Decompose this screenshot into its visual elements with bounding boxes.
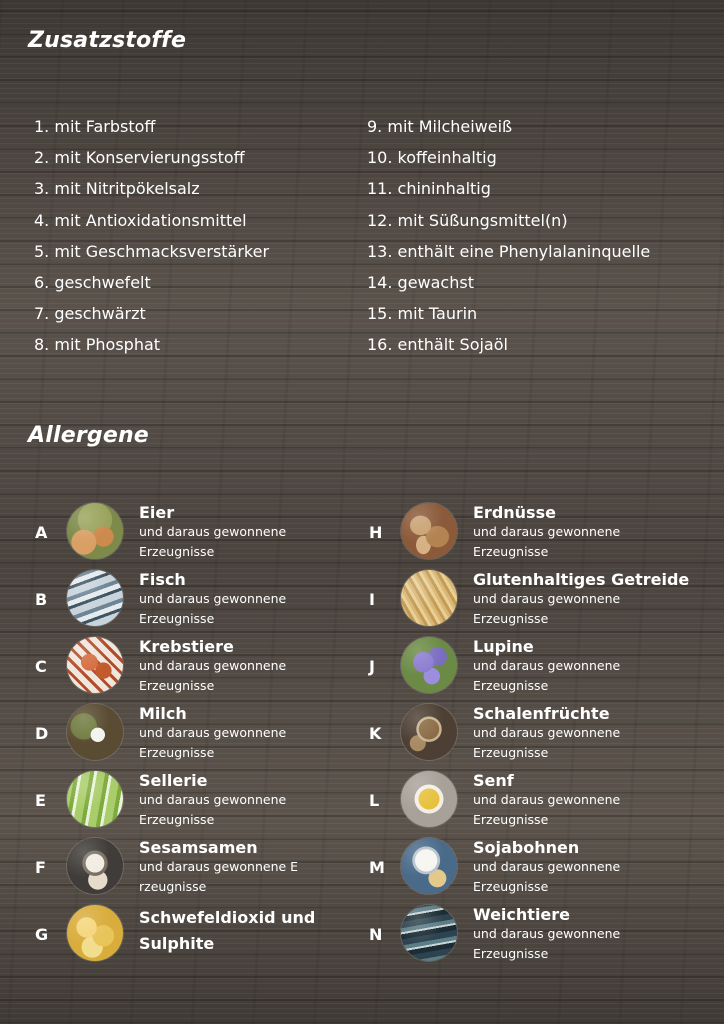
walnut-icon <box>401 704 457 760</box>
additives-list-left <box>34 115 269 365</box>
allergen-name: Sojabohnen <box>473 838 580 857</box>
allergen-letter: A <box>35 523 48 542</box>
allergen-letter: L <box>369 791 380 810</box>
allergen-name: Schalenfrüchte <box>473 704 610 723</box>
additive-item: 13. enthält eine Phenylalaninquelle <box>367 241 651 261</box>
allergen-name: Sesamsamen <box>139 838 258 857</box>
additive-item: 4. mit Antioxidationsmittel <box>34 210 247 230</box>
allergen-name: Sellerie <box>139 771 208 790</box>
additive-item: 12. mit Süßungsmittel(n) <box>367 210 568 230</box>
additive-item: 7. geschwärzt <box>34 304 146 324</box>
soy-icon <box>401 838 457 894</box>
allergen-letter: B <box>35 590 48 609</box>
allergen-letter: H <box>369 523 383 542</box>
additive-item: 16. enthält Sojaöl <box>367 335 508 355</box>
allergen-eier <box>35 503 365 570</box>
allergen-lupine <box>369 637 699 704</box>
allergen-sojabohnen <box>369 838 699 905</box>
allergen-letter: J <box>369 657 375 676</box>
mollusc-icon <box>401 905 457 961</box>
allergen-desc: und daraus gewonnene Erzeugnisse <box>139 658 287 693</box>
allergen-desc: und daraus gewonnene Erzeugnisse <box>473 524 621 559</box>
lupine-icon <box>401 637 457 693</box>
additive-item: 1. mit Farbstoff <box>34 117 156 136</box>
allergen-letter: D <box>35 724 49 743</box>
allergen-name: Eier <box>139 503 175 522</box>
additive-item: 10. koffeinhaltig <box>367 148 497 168</box>
allergen-desc: und daraus gewonnene Erzeugnisse <box>139 524 287 559</box>
eggs-icon <box>67 503 123 559</box>
allergen-letter: E <box>35 791 46 810</box>
allergen-desc: und daraus gewonnene Erzeugnisse <box>473 926 621 961</box>
allergen-name: Lupine <box>473 637 534 656</box>
fish-icon <box>67 570 123 626</box>
allergen-schwefeldioxid <box>35 905 365 972</box>
allergens-list-left <box>35 503 365 972</box>
additives-title: Zusatzstoffe <box>28 28 187 53</box>
additive-item: 11. chininhaltig <box>367 179 491 199</box>
allergen-desc: und daraus gewonnene Erzeugnisse <box>473 658 621 693</box>
allergen-name: Milch <box>139 704 187 723</box>
additive-item: 5. mit Geschmacksverstärker <box>34 241 270 261</box>
allergen-name: Glutenhaltiges Getreide <box>473 570 690 589</box>
crustacean-icon <box>67 637 123 693</box>
allergen-name: Weichtiere <box>473 905 571 924</box>
sulphite-icon <box>67 905 123 961</box>
peanut-icon <box>401 503 457 559</box>
allergen-letter: I <box>369 590 375 609</box>
allergen-senf <box>369 771 699 838</box>
allergen-fisch <box>35 570 365 637</box>
additive-item: 9. mit Milcheiweiß <box>367 117 513 136</box>
additive-item: 2. mit Konservierungsstoff <box>34 148 245 168</box>
allergen-letter: C <box>35 657 47 676</box>
allergen-name: Schwefeldioxid und Sulphite <box>139 908 316 953</box>
allergen-krebstiere <box>35 637 365 704</box>
mustard-icon <box>401 771 457 827</box>
allergen-name: Fisch <box>139 570 186 589</box>
allergen-name: Krebstiere <box>139 637 234 656</box>
additive-item: 6. geschwefelt <box>34 272 151 292</box>
additive-item: 14. gewachst <box>367 272 474 292</box>
celery-icon <box>67 771 123 827</box>
allergen-letter: G <box>35 925 49 944</box>
allergen-letter: M <box>369 858 385 877</box>
allergen-milch <box>35 704 365 771</box>
allergen-erdnuesse <box>369 503 699 570</box>
allergen-schalenfruechte <box>369 704 699 771</box>
allergen-name: Erdnüsse <box>473 503 556 522</box>
allergen-desc: und daraus gewonnene Erzeugnisse <box>473 591 621 626</box>
allergen-desc: und daraus gewonnene Erzeugnisse <box>473 859 621 894</box>
grain-icon <box>401 570 457 626</box>
allergen-sesamsamen <box>35 838 365 905</box>
allergen-desc: und daraus gewonnene Erzeugnisse <box>139 591 287 626</box>
additive-item: 3. mit Nitritpökelsalz <box>34 179 200 199</box>
allergen-desc: und daraus gewonnene Erzeugnisse <box>473 792 621 827</box>
allergen-desc: und daraus gewonnene Erzeugnisse <box>139 725 287 760</box>
additives-list-right <box>367 115 650 365</box>
additive-item: 8. mit Phosphat <box>34 335 161 355</box>
allergen-weichtiere <box>369 905 699 972</box>
allergen-desc: und daraus gewonnene E rzeugnisse <box>139 859 299 894</box>
milk-icon <box>67 704 123 760</box>
allergen-sellerie <box>35 771 365 838</box>
allergen-letter: F <box>35 858 46 877</box>
allergen-desc: und daraus gewonnene Erzeugnisse <box>473 725 621 760</box>
allergen-letter: K <box>369 724 382 743</box>
allergen-name: Senf <box>473 771 514 790</box>
allergen-gluten <box>369 570 699 637</box>
allergens-list-right <box>369 503 699 972</box>
allergen-letter: N <box>369 925 383 944</box>
allergens-title: Allergene <box>28 423 149 448</box>
additive-item: 15. mit Taurin <box>367 304 478 324</box>
allergen-desc: und daraus gewonnene Erzeugnisse <box>139 792 287 827</box>
sesame-icon <box>67 838 123 894</box>
